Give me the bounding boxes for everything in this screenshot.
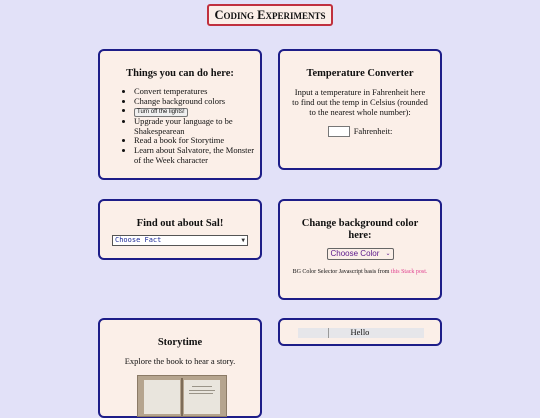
temperature-card (278, 49, 442, 170)
color-select-value: Choose Color (330, 249, 380, 258)
book-page-left (144, 380, 180, 414)
color-select[interactable] (327, 248, 394, 260)
stack-post-link[interactable]: this Stack post. (390, 269, 428, 275)
credit-text (292, 268, 428, 276)
things-list (100, 87, 260, 165)
things-card (98, 49, 262, 180)
things-heading: Things you can do here: (126, 68, 234, 79)
list-item: • Convert temperatures (134, 87, 260, 97)
chevron-down-icon: ⌄ (385, 251, 391, 257)
background-heading: Change background color here: (301, 218, 419, 241)
temperature-heading: Temperature Converter (306, 68, 414, 79)
background-card (278, 199, 442, 300)
storytime-heading: Storytime (157, 337, 203, 348)
hello-text: Hello (350, 327, 370, 337)
credit-label: BG Color Selector Javascript basis from (292, 269, 390, 275)
hello-card (278, 318, 442, 346)
temperature-description: Input a temperature in Fahrenheit here to find out the temp in Celsius (rounded to the nearest whole number): (292, 87, 428, 117)
text-line (189, 393, 213, 394)
sal-card (98, 199, 262, 260)
book-spine (181, 378, 183, 416)
book-image[interactable] (137, 375, 227, 417)
fahrenheit-input[interactable] (328, 126, 350, 137)
temperature-row (280, 125, 440, 137)
page-title: Coding Experiments (207, 4, 333, 26)
list-item: • Upgrade your language to be Shakespearean (134, 117, 260, 136)
list-item: • Change background colors (134, 97, 260, 107)
lights-off-button[interactable]: Turn off the lights! (134, 108, 188, 117)
sal-heading: Find out about Sal! (136, 218, 224, 229)
fact-select-value: Choose Fact (115, 236, 162, 244)
list-item: • Read a book for Storytime (134, 136, 260, 146)
book-page-right (184, 380, 220, 414)
text-line (192, 386, 212, 387)
fact-select[interactable] (112, 235, 248, 246)
list-item: • Learn about Salvatore, the Monster of the Week character (134, 146, 260, 165)
text-line (189, 390, 215, 391)
chevron-down-icon: ▼ (241, 237, 245, 244)
storytime-card (98, 318, 262, 418)
fahrenheit-label: Fahrenheit: (353, 126, 393, 137)
storytime-description: Explore the book to hear a story. (124, 356, 236, 366)
